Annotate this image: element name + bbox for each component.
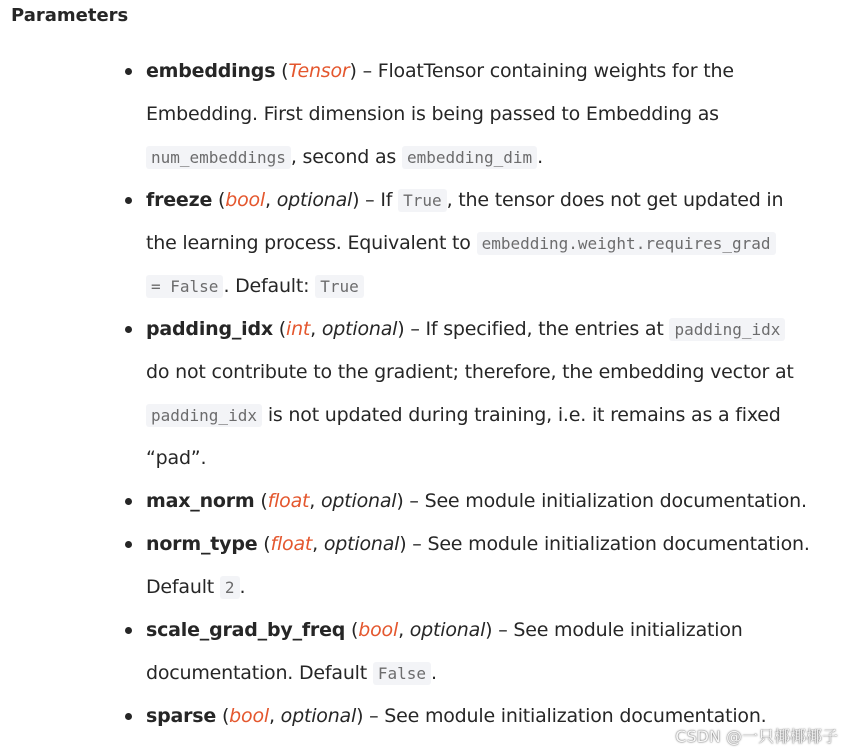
inline-code: padding_idx [669, 318, 785, 341]
param-type-link[interactable]: bool [358, 619, 399, 641]
param-padding-idx: padding_idx (int, optional) – If specified, the entries at padding_idx do not contribute to the gradient; therefore, the embedding vector at padding_idx is not updated during training, i.e. it remains as a fixed “pad”. [146, 308, 846, 480]
param-type-link[interactable]: Tensor [288, 60, 350, 82]
param-desc: documentation. Default [146, 662, 368, 684]
param-desc: is not updated during training, i.e. it remains as a fixed [267, 404, 781, 426]
param-desc: . [537, 146, 544, 168]
param-desc: If [380, 189, 393, 211]
param-desc: . [431, 662, 437, 684]
param-optional: optional [276, 189, 353, 211]
parameters-heading: Parameters [11, 5, 129, 26]
parameter-list [146, 50, 846, 738]
param-desc: Default [146, 576, 215, 598]
inline-code: num_embeddings [146, 146, 291, 169]
param-desc: do not contribute to the gradient; therefore, the embedding vector at [146, 361, 794, 383]
param-desc: If specified, the entries at [425, 318, 664, 340]
inline-code: 2 [220, 576, 240, 599]
param-embeddings: embeddings (Tensor) – FloatTensor containing weights for the Embedding. First dimension is being passed to Embedding as num_embeddings , second as embedding_dim . [146, 50, 846, 179]
param-desc: . Default: [223, 275, 310, 297]
param-desc: , second as [290, 146, 397, 168]
param-desc: See module initialization documentation. [427, 533, 810, 555]
param-type-link[interactable]: int [286, 318, 311, 340]
param-desc: See module initialization [513, 619, 743, 641]
param-desc: See module initialization documentation. [424, 490, 807, 512]
param-name: embeddings [146, 60, 276, 82]
param-scale-grad-by-freq: scale_grad_by_freq (bool, optional) – See module initialization documentation. Default False . [146, 609, 846, 695]
param-optional: optional [320, 490, 397, 512]
param-optional: optional [409, 619, 486, 641]
param-desc: Embedding. First dimension is being passed to Embedding as [146, 103, 719, 125]
param-sparse: sparse (bool, optional) – See module initialization documentation. [146, 695, 846, 738]
param-name: norm_type [146, 533, 258, 555]
param-desc: “pad”. [146, 447, 207, 469]
csdn-watermark: CSDN @一只椰椰椰子 [675, 727, 838, 746]
param-name: freeze [146, 189, 213, 211]
param-desc: the learning process. Equivalent to [146, 232, 471, 254]
param-desc: , the tensor does not get updated in [446, 189, 784, 211]
inline-code: embedding_dim [402, 146, 537, 169]
param-type-link[interactable]: float [267, 490, 310, 512]
param-desc: . [239, 576, 246, 598]
param-name: max_norm [146, 490, 255, 512]
inline-code: padding_idx [146, 404, 262, 427]
param-optional: optional [323, 533, 400, 555]
param-name: padding_idx [146, 318, 273, 340]
param-name: sparse [146, 705, 217, 727]
param-type-link[interactable]: float [270, 533, 313, 555]
inline-code: False [373, 662, 431, 685]
param-type-link[interactable]: bool [225, 189, 266, 211]
inline-code: True [315, 275, 364, 298]
inline-code: embedding.weight.requires_grad [477, 232, 776, 255]
param-optional: optional [280, 705, 357, 727]
param-freeze: freeze (bool, optional) – If True , the tensor does not get updated in the learning process. Equivalent to embedding.weight.requires_grad = False . Default: True [146, 179, 846, 308]
inline-code: = False [146, 275, 223, 298]
param-desc: FloatTensor containing weights for the [377, 60, 734, 82]
param-optional: optional [321, 318, 398, 340]
inline-code: True [398, 189, 447, 212]
param-norm-type: norm_type (float, optional) – See module initialization documentation. Default 2 . [146, 523, 846, 609]
param-max-norm: max_norm (float, optional) – See module initialization documentation. [146, 480, 846, 523]
param-desc: See module initialization documentation. [384, 705, 767, 727]
param-name: scale_grad_by_freq [146, 619, 346, 641]
param-type-link[interactable]: bool [229, 705, 269, 727]
